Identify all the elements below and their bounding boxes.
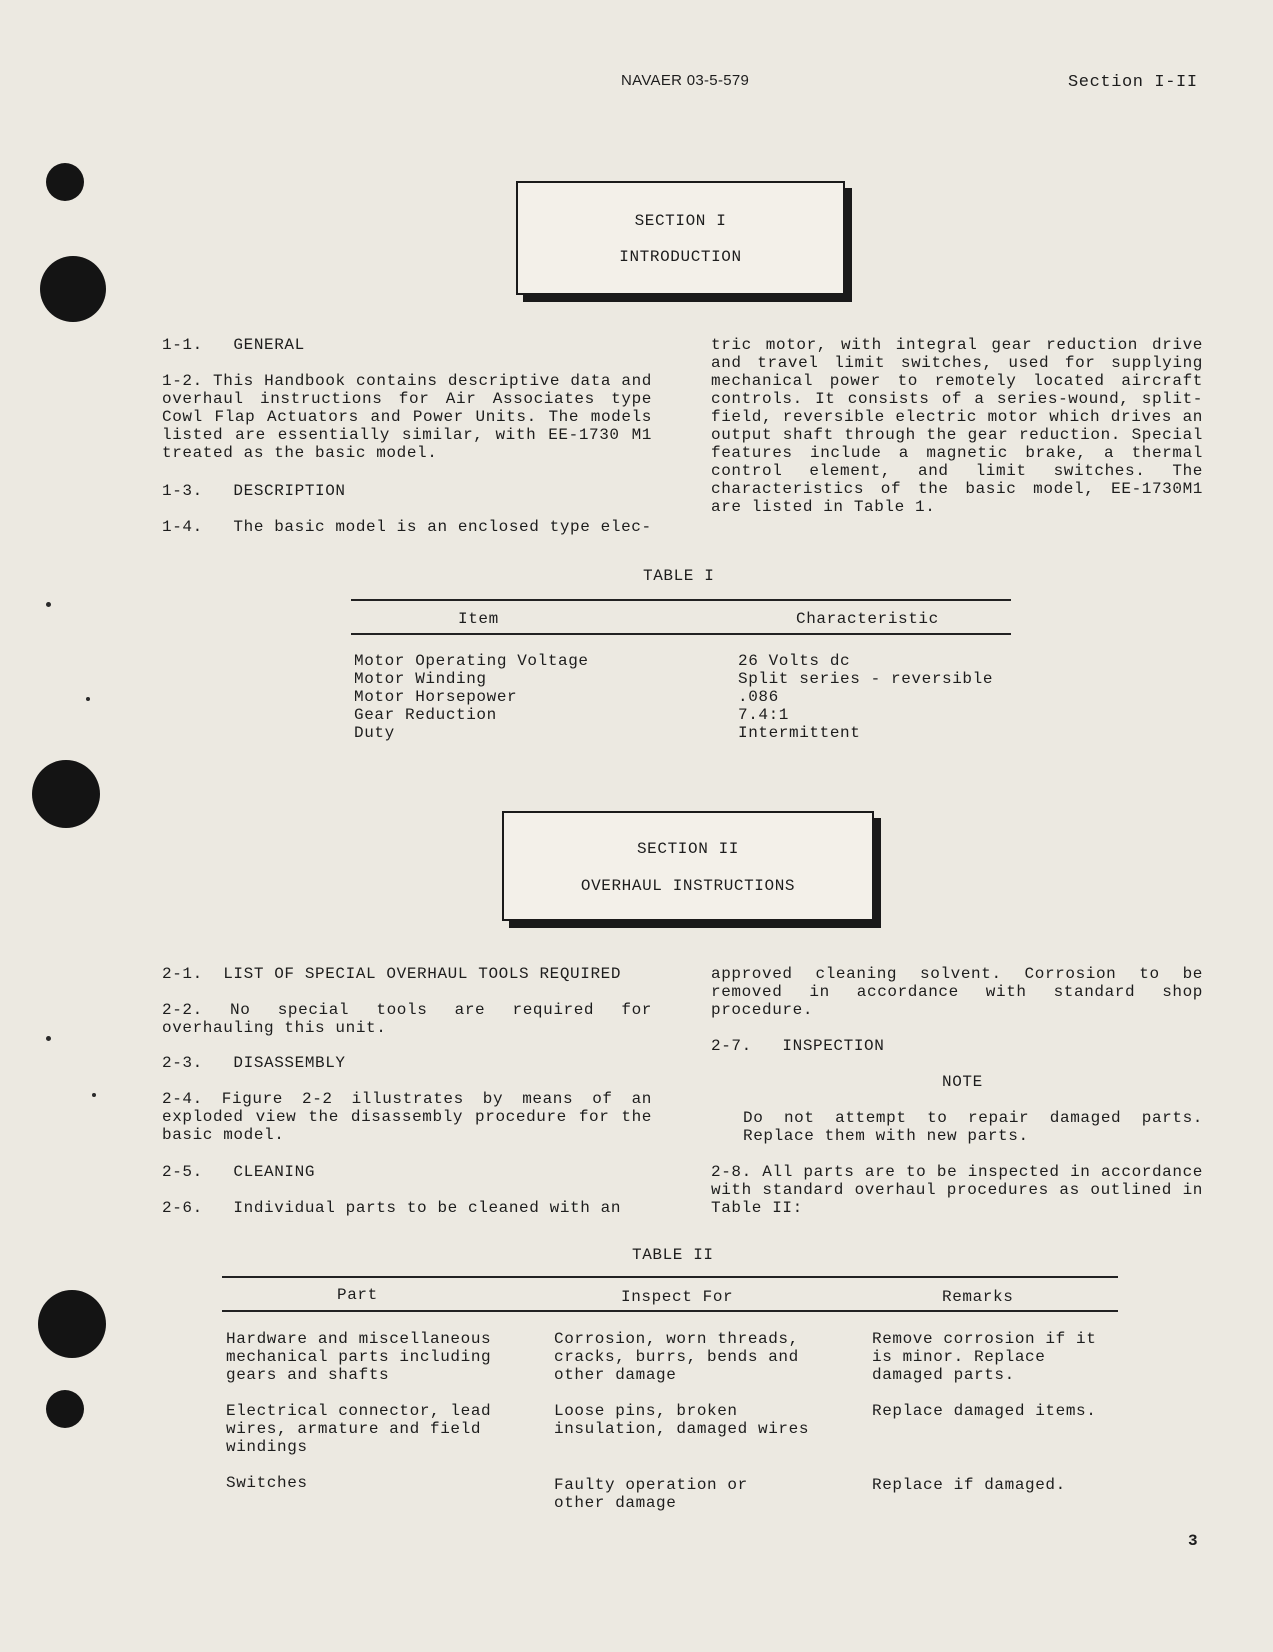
table-1-item: Gear Reduction [354,706,497,724]
binder-hole [40,256,106,322]
table-1-header-rule [351,633,1011,635]
table-1-item: Motor Horsepower [354,688,518,706]
section-1-subtitle: INTRODUCTION [619,248,742,266]
table-2-top-rule [222,1276,1118,1278]
binder-hole [32,760,100,828]
heading-1-3: 1-3. DESCRIPTION [162,482,346,500]
section-1-box [516,181,845,295]
binder-hole [46,1390,84,1428]
heading-2-5: 2-5. CLEANING [162,1163,316,1181]
table-2-header-part: Part [337,1286,378,1304]
speck [86,697,90,701]
paragraph-1-4-start: 1-4. The basic model is an enclosed type elec- [162,518,652,536]
table-2-title: TABLE II [632,1246,714,1264]
table-1-top-rule [351,599,1011,601]
table-2-inspect: Loose pins, broken insulation, damaged wires [554,1402,810,1438]
table-1-value: Split series - reversible [738,670,994,688]
table-2-header-inspect: Inspect For [621,1288,734,1306]
page-number: 3 [1188,1532,1199,1550]
section-2-box [502,811,874,921]
heading-1-1: 1-1. GENERAL [162,336,305,354]
table-1-item: Duty [354,724,395,742]
paragraph-1-2: 1-2. This Handbook contains descriptive data and overhaul instructions for Air Associates type Cowl Flap Actuators and Power Units. The models listed are essentially similar, with EE-1730 M1 treated as the basic model. [162,372,652,462]
table-2-part: Switches [226,1474,308,1492]
section-1-title: SECTION I [634,212,727,230]
note-title: NOTE [942,1073,983,1091]
speck [92,1093,96,1097]
note-text: Do not attempt to repair damaged parts. Replace them with new parts. [743,1109,1203,1145]
paragraph-2-4: 2-4. Figure 2-2 illustrates by means of an exploded view the disassembly procedure for the basic model. [162,1090,652,1144]
paragraph-2-6-start: 2-6. Individual parts to be cleaned with an [162,1199,622,1217]
table-2-part: Electrical connector, lead wires, armature and field windings [226,1402,492,1456]
table-1-value: Intermittent [738,724,861,742]
paragraph-2-2: 2-2. No special tools are required for overhauling this unit. [162,1001,652,1037]
section-reference: Section I-II [1068,73,1198,92]
speck [46,1036,51,1041]
table-1-value: 7.4:1 [738,706,790,724]
table-2-remarks: Replace if damaged. [872,1476,1066,1494]
table-2-remarks: Replace damaged items. [872,1402,1097,1420]
section-2-title: SECTION II [636,840,739,858]
table-2-inspect: Corrosion, worn threads, cracks, burrs, bends and other damage [554,1330,799,1384]
table-1-value: .086 [738,688,779,706]
table-2-header-remarks: Remarks [942,1288,1014,1306]
paragraph-1-4-cont: tric motor, with integral gear reduction drive and travel limit switches, used for supplying mechanical power to remotely located aircraft controls. It consists of a series-wound, split-field, reversible electric motor which drives an output shaft through the gear reduction. Special features include a magnetic brake, a thermal control element, and limit switches. The characteristics of the basic model, EE-1730M1 are listed in Table 1. [711,336,1203,516]
table-2-inspect: Faulty operation or other damage [554,1476,748,1512]
table-1-title: TABLE I [643,567,715,585]
section-2-subtitle: OVERHAUL INSTRUCTIONS [580,877,796,895]
heading-2-3: 2-3. DISASSEMBLY [162,1054,346,1072]
binder-hole [46,163,84,201]
heading-2-1: 2-1. LIST OF SPECIAL OVERHAUL TOOLS REQUIRED [162,965,622,983]
table-2-header-rule [222,1310,1118,1312]
speck [46,602,51,607]
paragraph-2-6-cont: approved cleaning solvent. Corrosion to be removed in accordance with standard shop procedure. [711,965,1203,1019]
table-1-header-characteristic: Characteristic [796,610,939,628]
table-1-value: 26 Volts dc [738,652,851,670]
heading-2-7: 2-7. INSPECTION [711,1037,885,1055]
table-1-item: Motor Operating Voltage [354,652,589,670]
table-2-part: Hardware and miscellaneous mechanical parts including gears and shafts [226,1330,492,1384]
paragraph-2-8: 2-8. All parts are to be inspected in accordance with standard overhaul procedures as outlined in Table II: [711,1163,1203,1217]
table-2-remarks: Remove corrosion if it is minor. Replace damaged parts. [872,1330,1097,1384]
doc-number: NAVAER 03-5-579 [621,72,750,89]
table-1-header-item: Item [458,610,499,628]
table-1-item: Motor Winding [354,670,487,688]
binder-hole [38,1290,106,1358]
